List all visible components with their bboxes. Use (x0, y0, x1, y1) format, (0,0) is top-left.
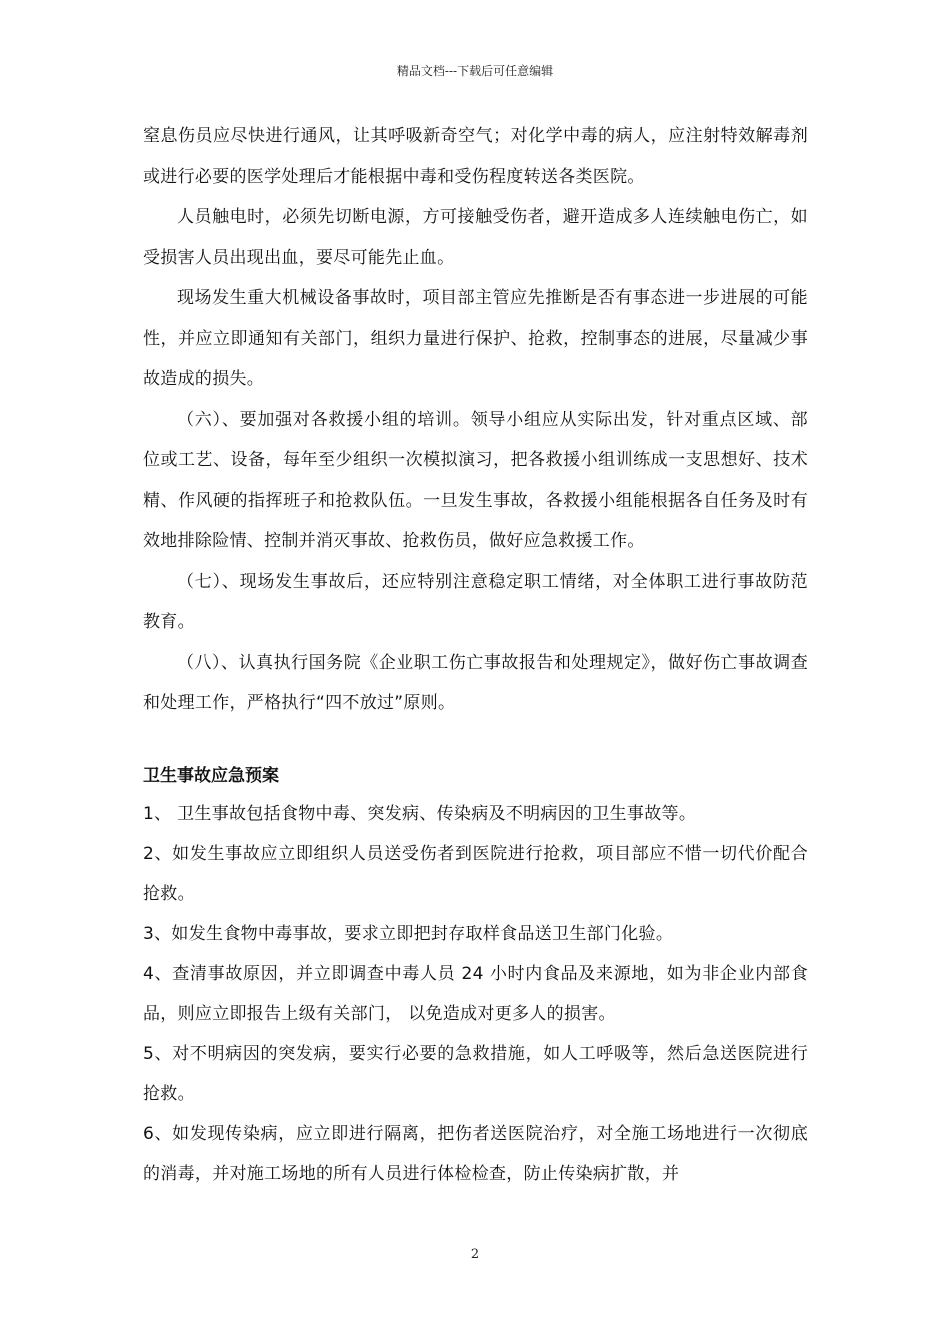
section-title: 卫生事故应急预案 (143, 765, 279, 786)
list-item: 5、对不明病因的突发病，要实行必要的急救措施，如人工呼吸等，然后急送医院进行抢救。 (143, 1043, 808, 1104)
page-header: 精品文档---下载后可任意编辑 (396, 64, 554, 78)
paragraph-ventilation: 窒息伤员应尽快进行通风，让其呼吸新奇空气；对化学中毒的病人，应注射特效解毒剂或进行必要的医学处理后才能根据中毒和受伤程度转送各类医院。 (143, 126, 808, 187)
list-item: 3、如发生食物中毒事故，要求立即把封存取样食品送卫生部门化验。 (143, 923, 674, 944)
paragraph-stabilize-workers: （七）、现场发生事故后，还应特别注意稳定职工情绪，对全体职工进行事故防范教育。 (143, 571, 808, 632)
document-body (143, 116, 808, 1194)
list-item: 6、如发现传染病，应立即进行隔离，把伤者送医院治疗，对全施工场地进行一次彻底的消毒，并对施工场地的所有人员进行体检检查，防止传染病扩散，并 (143, 1123, 808, 1184)
list-item: 4、查清事故原因，并立即调查中毒人员 24 小时内食品及来源地，如为非企业内部食品，则应立即报告上级有关部门， 以免造成对更多人的损害。 (143, 963, 808, 1024)
section-gap (143, 724, 808, 758)
paragraph-regulations: （八）、认真执行国务院《企业职工伤亡事故报告和处理规定》，做好伤亡事故调查和处理工作，严格执行“四不放过”原则。 (143, 652, 808, 713)
list-item: 1、 卫生事故包括食物中毒、突发病、传染病及不明病因的卫生事故等。 (143, 803, 697, 824)
list-item: 2、如发生事故应立即组织人员送受伤者到医院进行抢救，项目部应不惜一切代价配合抢救。 (143, 843, 808, 904)
page-number: 2 (470, 1247, 480, 1262)
paragraph-electric-shock: 人员触电时，必须先切断电源，方可接触受伤者，避开造成多人连续触电伤亡，如受损害人员出现出血，要尽可能先止血。 (143, 207, 808, 268)
paragraph-training: （六）、要加强对各救援小组的培训。领导小组应从实际出发，针对重点区域、部位或工艺、设备，每年至少组织一次模拟演习，把各救援小组训练成一支思想好、技术精、作风硬的指挥班子和抢救队伍。一旦发生事故，各救援小组能根据各自任务及时有效地排除险情、控制并消灭事故、抢救伤员，做好应急救援工作。 (143, 409, 808, 551)
paragraph-machinery-accident: 现场发生重大机械设备事故时，项目部主管应先推断是否有事态进一步进展的可能性，并应立即通知有关部门，组织力量进行保护、抢救，控制事态的进展，尽量减少事故造成的损失。 (143, 288, 808, 389)
